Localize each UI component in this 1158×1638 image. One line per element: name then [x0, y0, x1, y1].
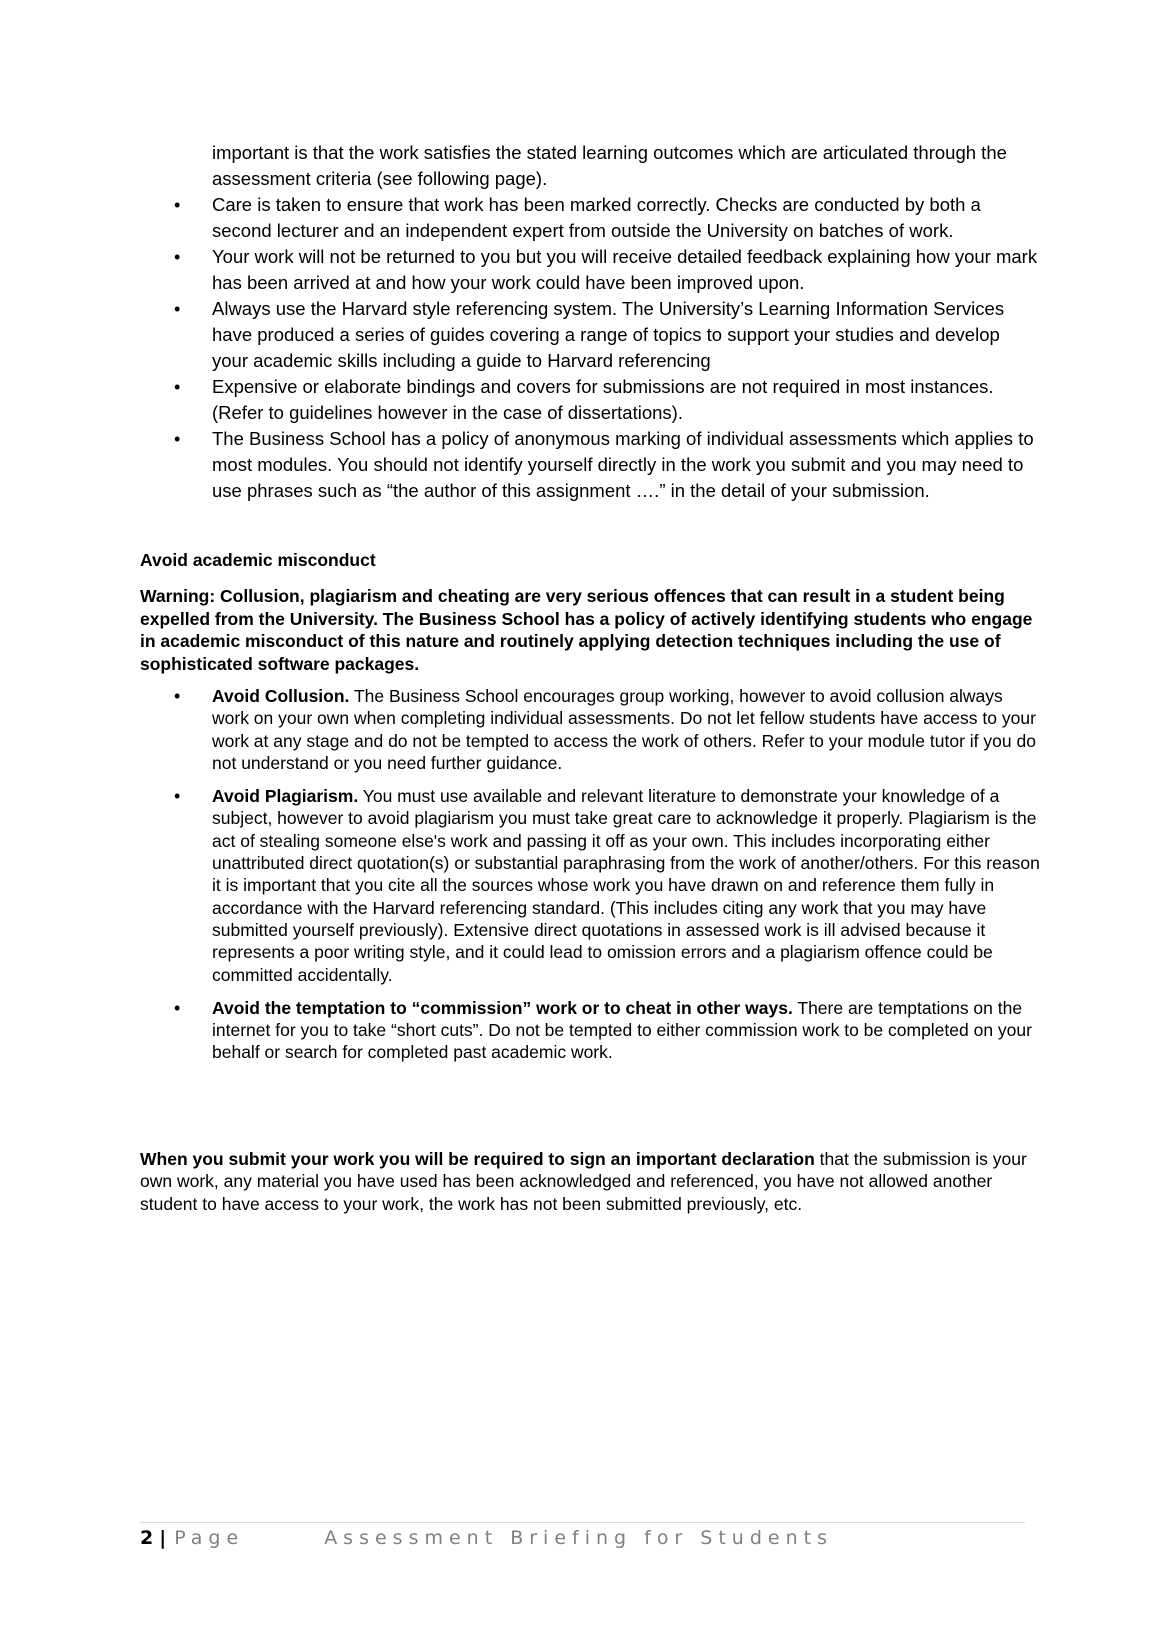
list-item-text: The Business School has a policy of anonymous marking of individual assessments which applies to most modules. You should not identify yourself directly in the work you submit and you may need to use phrases such as “the author of this assignment ….” in the detail of your submission. — [212, 428, 1034, 501]
bullet-icon: • — [174, 997, 181, 1018]
list-item-text: Expensive or elaborate bindings and covers for submissions are not required in most instances. (Refer to guidelines however in the case of dissertations). — [212, 376, 994, 423]
page-footer — [140, 1527, 833, 1549]
declaration-bold: When you submit your work you will be required to sign an important declaration — [140, 1149, 815, 1169]
footer-divider — [140, 1522, 1025, 1523]
footer-separator: | — [159, 1527, 167, 1549]
bullet-icon: • — [174, 299, 181, 319]
declaration-paragraph — [140, 1148, 1030, 1215]
misconduct-bullet-list — [140, 685, 1040, 1075]
page-number: 2 — [140, 1527, 154, 1549]
list-item-title: Avoid Collusion. — [212, 686, 350, 706]
document-title: Assessment Briefing for Students — [324, 1527, 833, 1549]
list-item-text: The Business School encourages group working, however to avoid collusion always work on your own when completing individual assessments. Do not let fellow students have access to your work at any stage and do not be tempted to access the work of others. Refer to your module tutor if you do not understand or you need further guidance. — [212, 686, 1036, 773]
bullet-icon: • — [174, 247, 181, 267]
list-item-title: Avoid the temptation to “commission” work or to cheat in other ways. — [212, 997, 793, 1018]
list-item — [140, 244, 1040, 296]
list-item — [140, 296, 1040, 374]
misconduct-heading: Avoid academic misconduct — [140, 550, 376, 570]
list-item — [140, 685, 1040, 774]
declaration-text: that the submission is your own work, any material you have used has been acknowledged and referenced, you have not allowed another student to have access to your work, the work has not been submitted previously, etc. — [140, 1149, 1027, 1214]
bullet-icon: • — [174, 786, 181, 807]
list-item — [140, 192, 1040, 244]
list-item — [140, 374, 1040, 426]
general-bullet-list — [140, 192, 1040, 504]
bullet-icon: • — [174, 195, 181, 215]
list-item-title: Avoid Plagiarism. — [212, 786, 359, 807]
list-item — [140, 785, 1040, 986]
list-item-text: Your work will not be returned to you but you will receive detailed feedback explaining how your mark has been arrived at and how your work could have been improved upon. — [212, 246, 1038, 293]
list-item — [140, 426, 1040, 504]
list-item — [140, 997, 1040, 1064]
bullet-icon: • — [174, 429, 181, 449]
bullet-icon: • — [174, 686, 181, 706]
warning-paragraph: Warning: Collusion, plagiarism and cheating are very serious offences that can result in a student being expelled from the University. The Business School has a policy of actively identifying students who engage in academic misconduct of this nature and routinely applying detection techniques including the use of sophisticated software packages. — [140, 586, 1033, 674]
page-label: Page — [174, 1527, 245, 1549]
bullet-icon: • — [174, 377, 181, 397]
intro-continuation: important is that the work satisfies the stated learning outcomes which are articulated through the assessment criteria (see following page). — [212, 142, 1007, 189]
list-item-text: Care is taken to ensure that work has been marked correctly. Checks are conducted by both a second lecturer and an independent expert from outside the University on batches of work. — [212, 194, 981, 241]
list-item-text: You must use available and relevant literature to demonstrate your knowledge of a subject, however to avoid plagiarism you must take great care to acknowledge it properly. Plagiarism is the act of stealing someone else's work and passing it off as your own. This includes incorporating either unattributed direct quotation(s) or substantial paraphrasing from the work of another/others. For this reason it is important that you cite all the sources whose work you have drawn on and reference them fully in accordance with the Harvard referencing standard. (This includes citing any work that you may have submitted yourself previously). Extensive direct quotations in assessed work is ill advised because it represents a poor writing style, and it could lead to omission errors and a plagiarism offence could be committed accidentally. — [212, 786, 1040, 985]
list-item-text: Always use the Harvard style referencing system. The University’s Learning Information Services have produced a series of guides covering a range of topics to support your studies and develop your academic skills including a guide to Harvard referencing — [212, 298, 1005, 371]
list-item-text: There are temptations on the internet for you to take “short cuts”. Do not be tempted to either commission work to be completed on your behalf or search for completed past academic work. — [212, 997, 1032, 1063]
